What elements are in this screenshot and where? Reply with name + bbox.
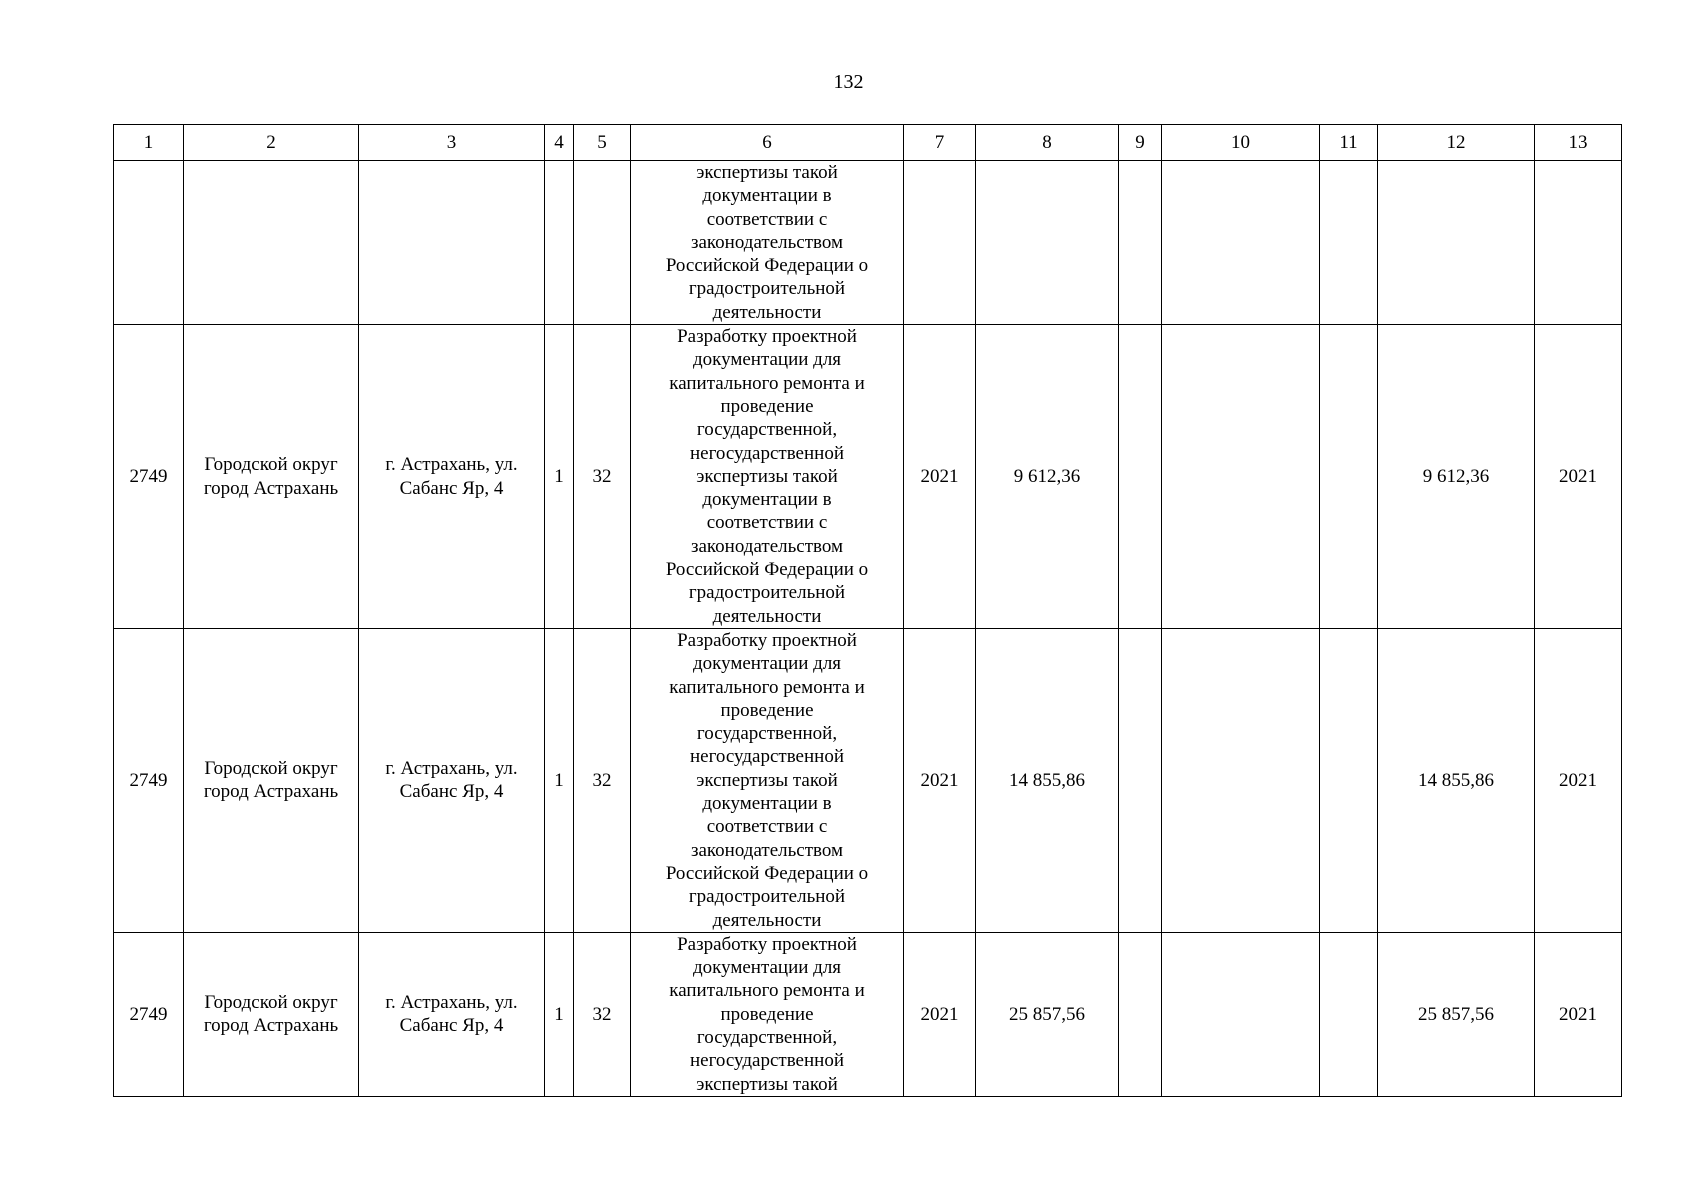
table-row [114,325,1622,629]
completion-year-cell: 2021 [1535,932,1622,1096]
row-number-cell: 2749 [114,325,184,629]
total-cost-cell: 25 857,56 [976,932,1119,1096]
col10-cell [1162,628,1320,932]
column-header: 3 [359,125,545,161]
page-number: 132 [833,71,864,93]
col5-cell [574,161,631,325]
row-number-cell [114,161,184,325]
col4-cell: 1 [545,932,574,1096]
column-header: 12 [1378,125,1535,161]
municipality-cell [184,161,359,325]
completion-year-cell: 2021 [1535,325,1622,629]
year-cell [904,161,976,325]
header-row [114,125,1622,161]
col9-cell [1119,628,1162,932]
column-header: 8 [976,125,1119,161]
table-row-continued [114,161,1622,325]
work-description-cell: Разработку проектной документации для капитального ремонта и проведение государственной, негосударственной экспертизы такой [631,932,904,1096]
completion-year-cell [1535,161,1622,325]
table-row [114,628,1622,932]
municipality-cell: Городской округ город Астрахань [184,628,359,932]
col5-cell: 32 [574,325,631,629]
row-number-cell: 2749 [114,932,184,1096]
col10-cell [1162,932,1320,1096]
year-cell: 2021 [904,932,976,1096]
column-header: 5 [574,125,631,161]
column-header: 6 [631,125,904,161]
total-cost-cell [976,161,1119,325]
column-header: 13 [1535,125,1622,161]
col9-cell [1119,325,1162,629]
column-header: 9 [1119,125,1162,161]
col9-cell [1119,932,1162,1096]
col11-cell [1320,932,1378,1096]
registry-table [113,124,1622,1097]
col5-cell: 32 [574,932,631,1096]
col12-cell: 9 612,36 [1378,325,1535,629]
year-cell: 2021 [904,628,976,932]
col5-cell: 32 [574,628,631,932]
total-cost-cell: 9 612,36 [976,325,1119,629]
address-cell: г. Астрахань, ул. Сабанс Яр, 4 [359,325,545,629]
col11-cell [1320,161,1378,325]
completion-year-cell: 2021 [1535,628,1622,932]
col4-cell: 1 [545,325,574,629]
work-description-cell: Разработку проектной документации для капитального ремонта и проведение государственной, негосударственной экспертизы такой документации в соответствии с законодательством Российской Федерации о градостроительной деятельности [631,628,904,932]
column-header: 10 [1162,125,1320,161]
table-row [114,932,1622,1096]
work-description-cell: Разработку проектной документации для капитального ремонта и проведение государственной, негосударственной экспертизы такой документации в соответствии с законодательством Российской Федерации о градостроительной деятельности [631,325,904,629]
col10-cell [1162,325,1320,629]
col10-cell [1162,161,1320,325]
row-number-cell: 2749 [114,628,184,932]
work-description-cell: экспертизы такой документации в соответствии с законодательством Российской Федерации о градостроительной деятельности [631,161,904,325]
address-cell: г. Астрахань, ул. Сабанс Яр, 4 [359,628,545,932]
address-cell [359,161,545,325]
municipality-cell: Городской округ город Астрахань [184,325,359,629]
col9-cell [1119,161,1162,325]
col12-cell: 25 857,56 [1378,932,1535,1096]
col11-cell [1320,325,1378,629]
col12-cell [1378,161,1535,325]
column-header: 1 [114,125,184,161]
col4-cell [545,161,574,325]
col4-cell: 1 [545,628,574,932]
year-cell: 2021 [904,325,976,629]
municipality-cell: Городской округ город Астрахань [184,932,359,1096]
total-cost-cell: 14 855,86 [976,628,1119,932]
column-header: 11 [1320,125,1378,161]
column-header: 7 [904,125,976,161]
col11-cell [1320,628,1378,932]
column-header: 4 [545,125,574,161]
col12-cell: 14 855,86 [1378,628,1535,932]
column-header: 2 [184,125,359,161]
address-cell: г. Астрахань, ул. Сабанс Яр, 4 [359,932,545,1096]
